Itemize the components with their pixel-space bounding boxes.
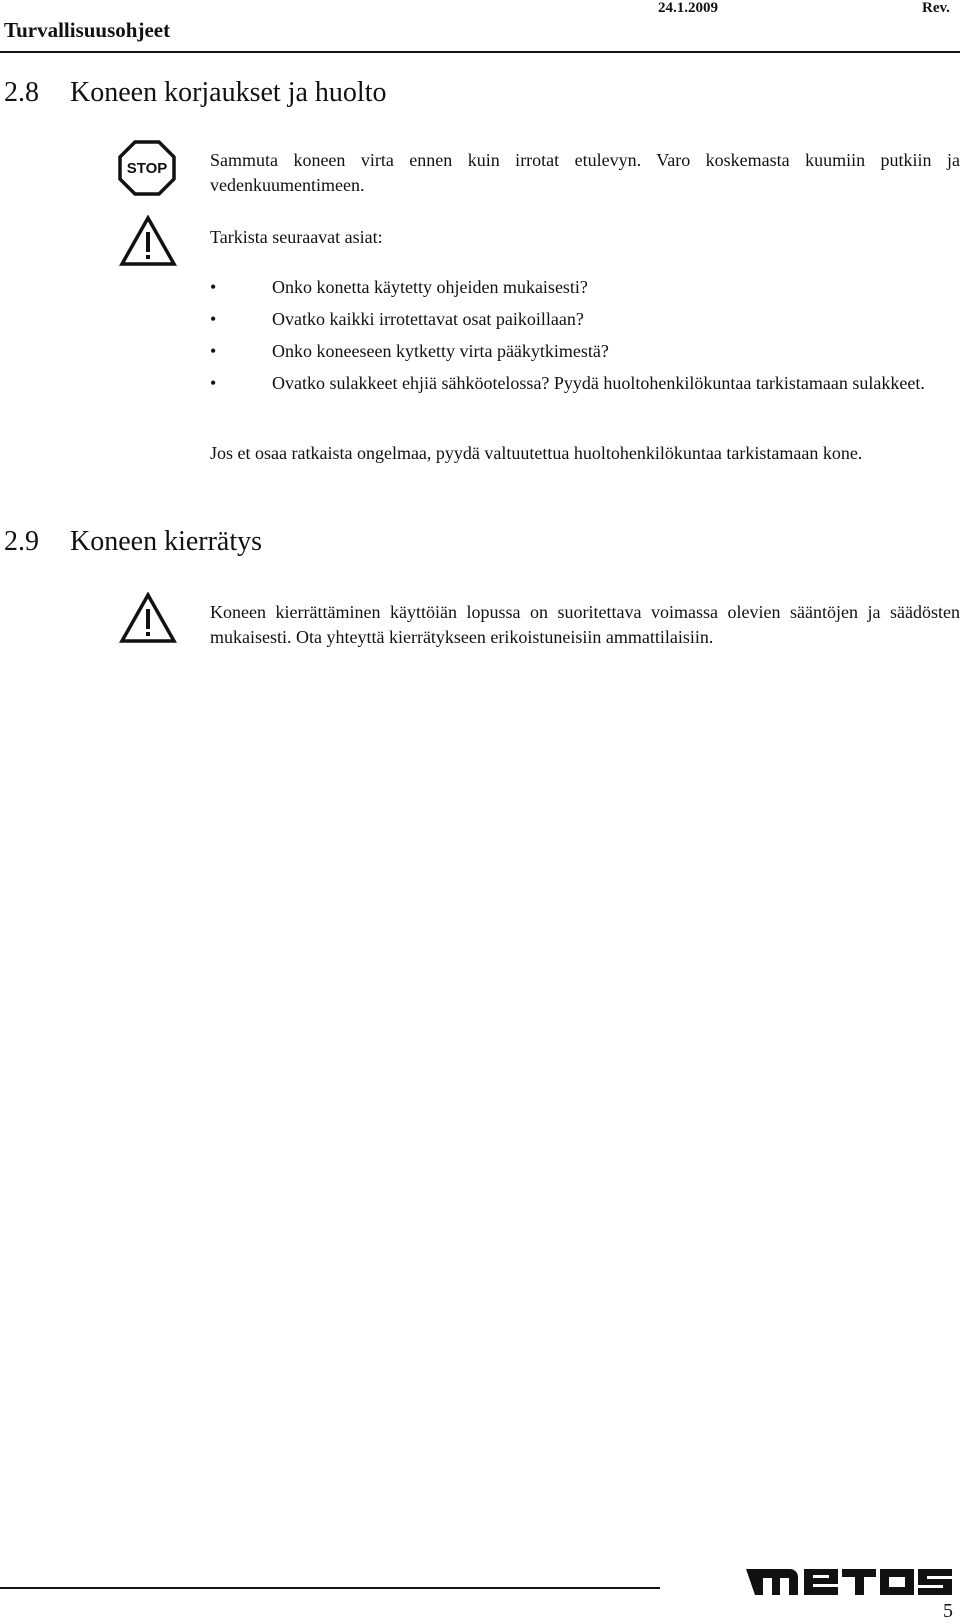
list-item: [210, 275, 960, 300]
stop-warning-paragraph: Sammuta koneen virta ennen kuin irrotat etulevyn. Varo koskemasta kuumiin putkiin ja vedenkuumentimeen.: [210, 150, 960, 195]
check-intro: Tarkista seuraavat asiat:: [210, 227, 383, 247]
list-item-text: Onko koneeseen kytketty virta pääkytkimestä?: [272, 341, 609, 361]
footer-divider: [0, 1587, 660, 1589]
bullet: •: [210, 309, 217, 329]
list-item-text: Ovatko sulakkeet ehjiä sähköotelossa? Pyydä huoltohenkilökuntaa tarkistamaan sulakkeet.: [272, 373, 925, 393]
metos-logo: [746, 1563, 952, 1595]
bullet: •: [210, 277, 217, 297]
bullet: •: [210, 373, 217, 393]
warning-triangle-icon: [119, 592, 177, 644]
section-number: 2.8: [4, 77, 39, 108]
closing-paragraph: Jos et osaa ratkaista ongelmaa, pyydä valtuutettua huoltohenkilökuntaa tarkistamaan kone.: [210, 443, 863, 463]
recycling-paragraph: Koneen kierrättäminen käyttöiän lopussa on suoritettava voimassa olevien sääntöjen ja säädösten mukaisesti. Ota yhteyttä kierrätykseen erikoistuneisiin ammattilaisiin.: [210, 602, 960, 647]
document-date: 24.1.2009: [658, 0, 718, 16]
document-title: Turvallisuusohjeet: [4, 18, 171, 42]
list-item: [210, 307, 960, 332]
section-2-8-heading: [4, 77, 386, 109]
list-item: [210, 371, 960, 396]
stop-sign-label: STOP: [126, 160, 168, 177]
list-item: [210, 339, 960, 364]
header-divider: [0, 51, 960, 53]
section-title: Koneen korjaukset ja huolto: [70, 77, 387, 108]
check-list: [210, 275, 960, 403]
stop-sign-icon: [118, 140, 176, 196]
warning-triangle-icon: [119, 215, 177, 267]
list-item-text: Onko konetta käytetty ohjeiden mukaisesti?: [272, 277, 588, 297]
revision-label: Rev.: [922, 0, 950, 16]
page-number: 5: [943, 1600, 953, 1622]
list-item-text: Ovatko kaikki irrotettavat osat paikoillaan?: [272, 309, 584, 329]
section-title: Koneen kierrätys: [70, 526, 263, 557]
section-2-9-heading: [4, 526, 262, 558]
bullet: •: [210, 341, 217, 361]
section-number: 2.9: [4, 526, 39, 557]
